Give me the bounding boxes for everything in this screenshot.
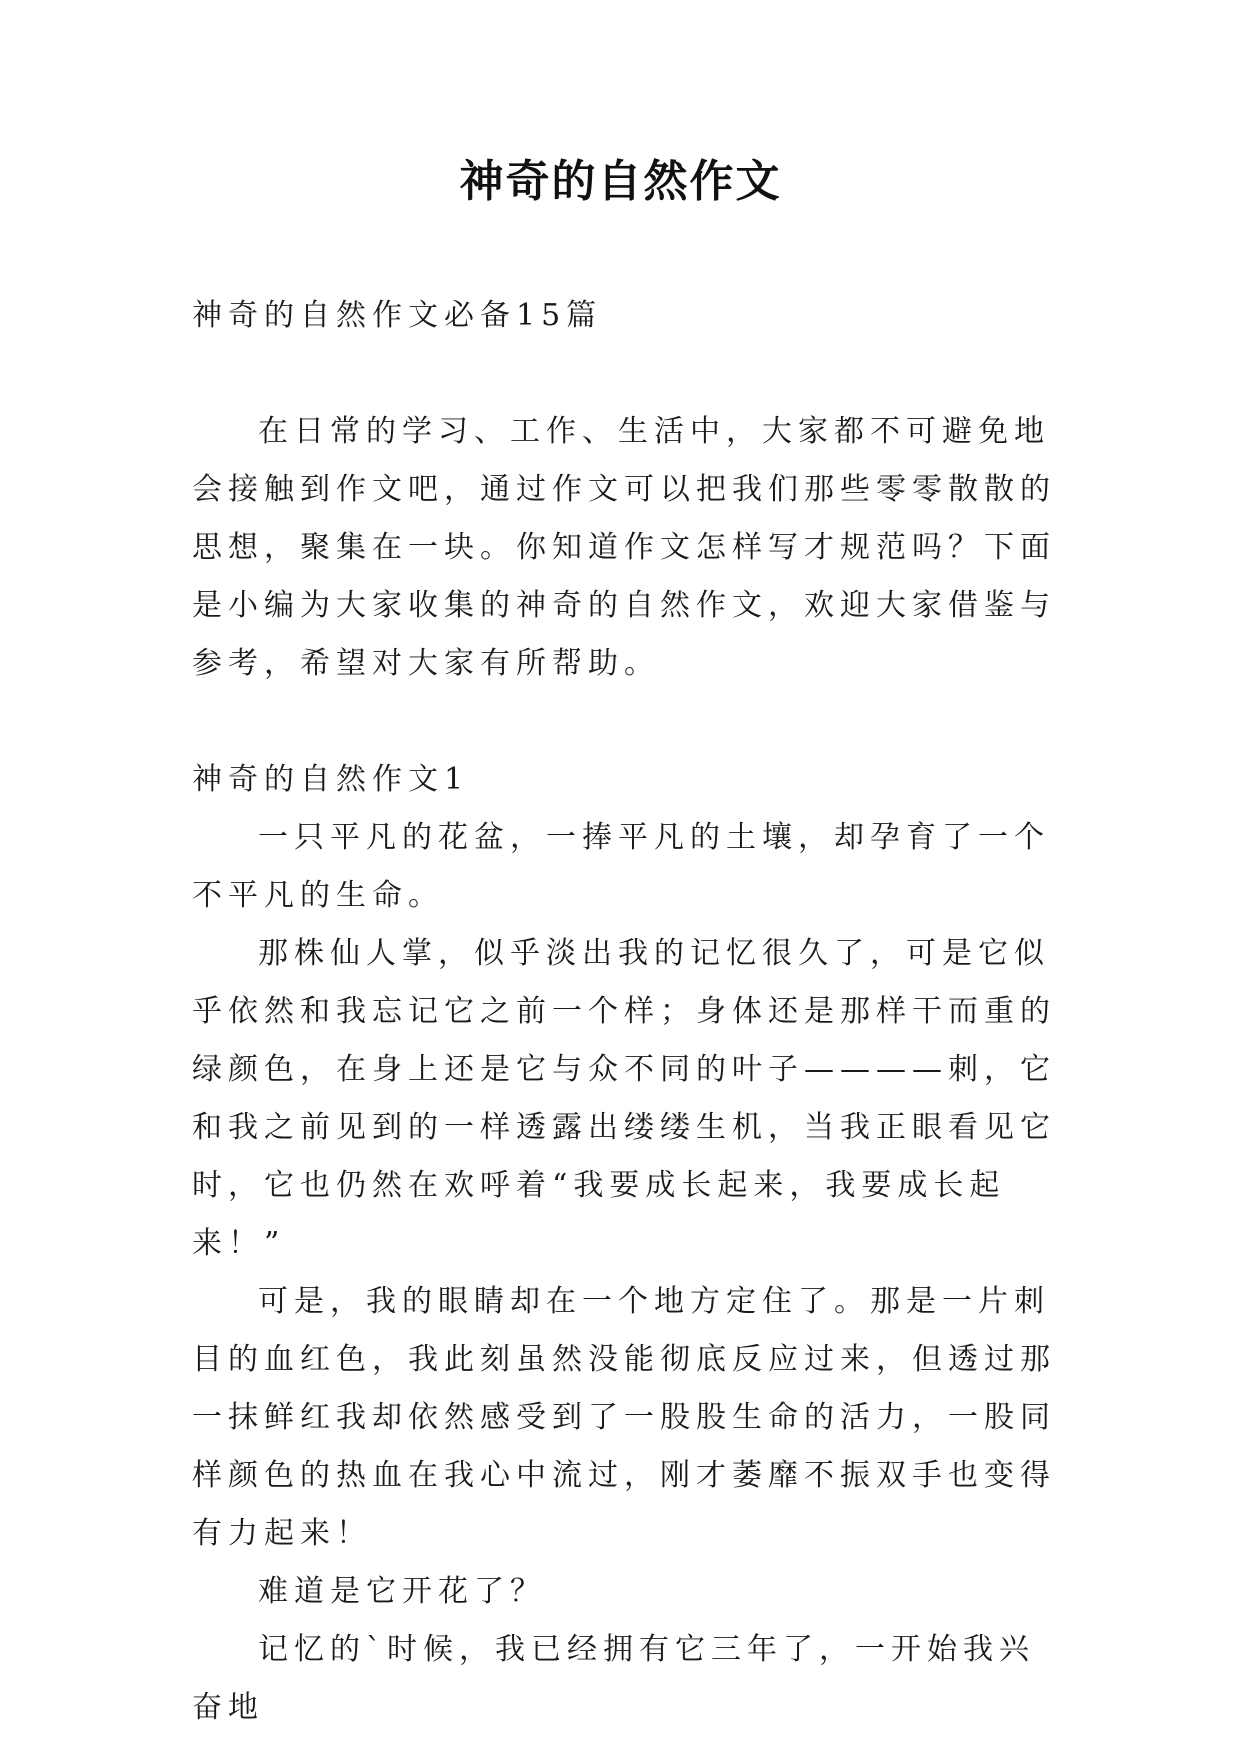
body-paragraph: 记忆的`时候，我已经拥有它三年了，一开始我兴奋地 xyxy=(192,1632,1035,1725)
body-paragraph: 一只平凡的花盆，一捧平凡的土壤，却孕育了一个不平凡的生命。 xyxy=(192,820,1050,913)
body-paragraph: 那株仙人掌，似乎淡出我的记忆很久了，可是它似乎依然和我忘记它之前一个样；身体还是那样干而重的绿颜色，在身上还是它与众不同的叶子————刺，它和我之前见到的一样透露出缕缕生机，当我正眼看见它时，它也仍然在欢呼着“我要成长起来，我要成长起来！” xyxy=(192,936,1056,1261)
body-paragraph: 可是，我的眼睛却在一个地方定住了。那是一片刺目的血红色，我此刻虽然没能彻底反应过来，但透过那一抹鲜红我却依然感受到了一股股生命的活力，一股同样颜色的热血在我心中流过，刚才萎靡不振双手也变得有力起来！ xyxy=(192,1284,1056,1551)
document-body xyxy=(192,287,1058,1737)
page-title: 神奇的自然作文 xyxy=(459,156,782,207)
intro-paragraph: 在日常的学习、工作、生活中，大家都不可避免地会接触到作文吧，通过作文可以把我们那些零零散散的思想，聚集在一块。你知道作文怎样写才规范吗？下面是小编为大家收集的神奇的自然作文，欢迎大家借鉴与参考，希望对大家有所帮助。 xyxy=(192,414,1056,681)
body-paragraph: 难道是它开花了？ xyxy=(258,1574,546,1609)
section-heading: 神奇的自然作文1 xyxy=(192,762,470,797)
document-subtitle: 神奇的自然作文必备15篇 xyxy=(192,298,603,333)
